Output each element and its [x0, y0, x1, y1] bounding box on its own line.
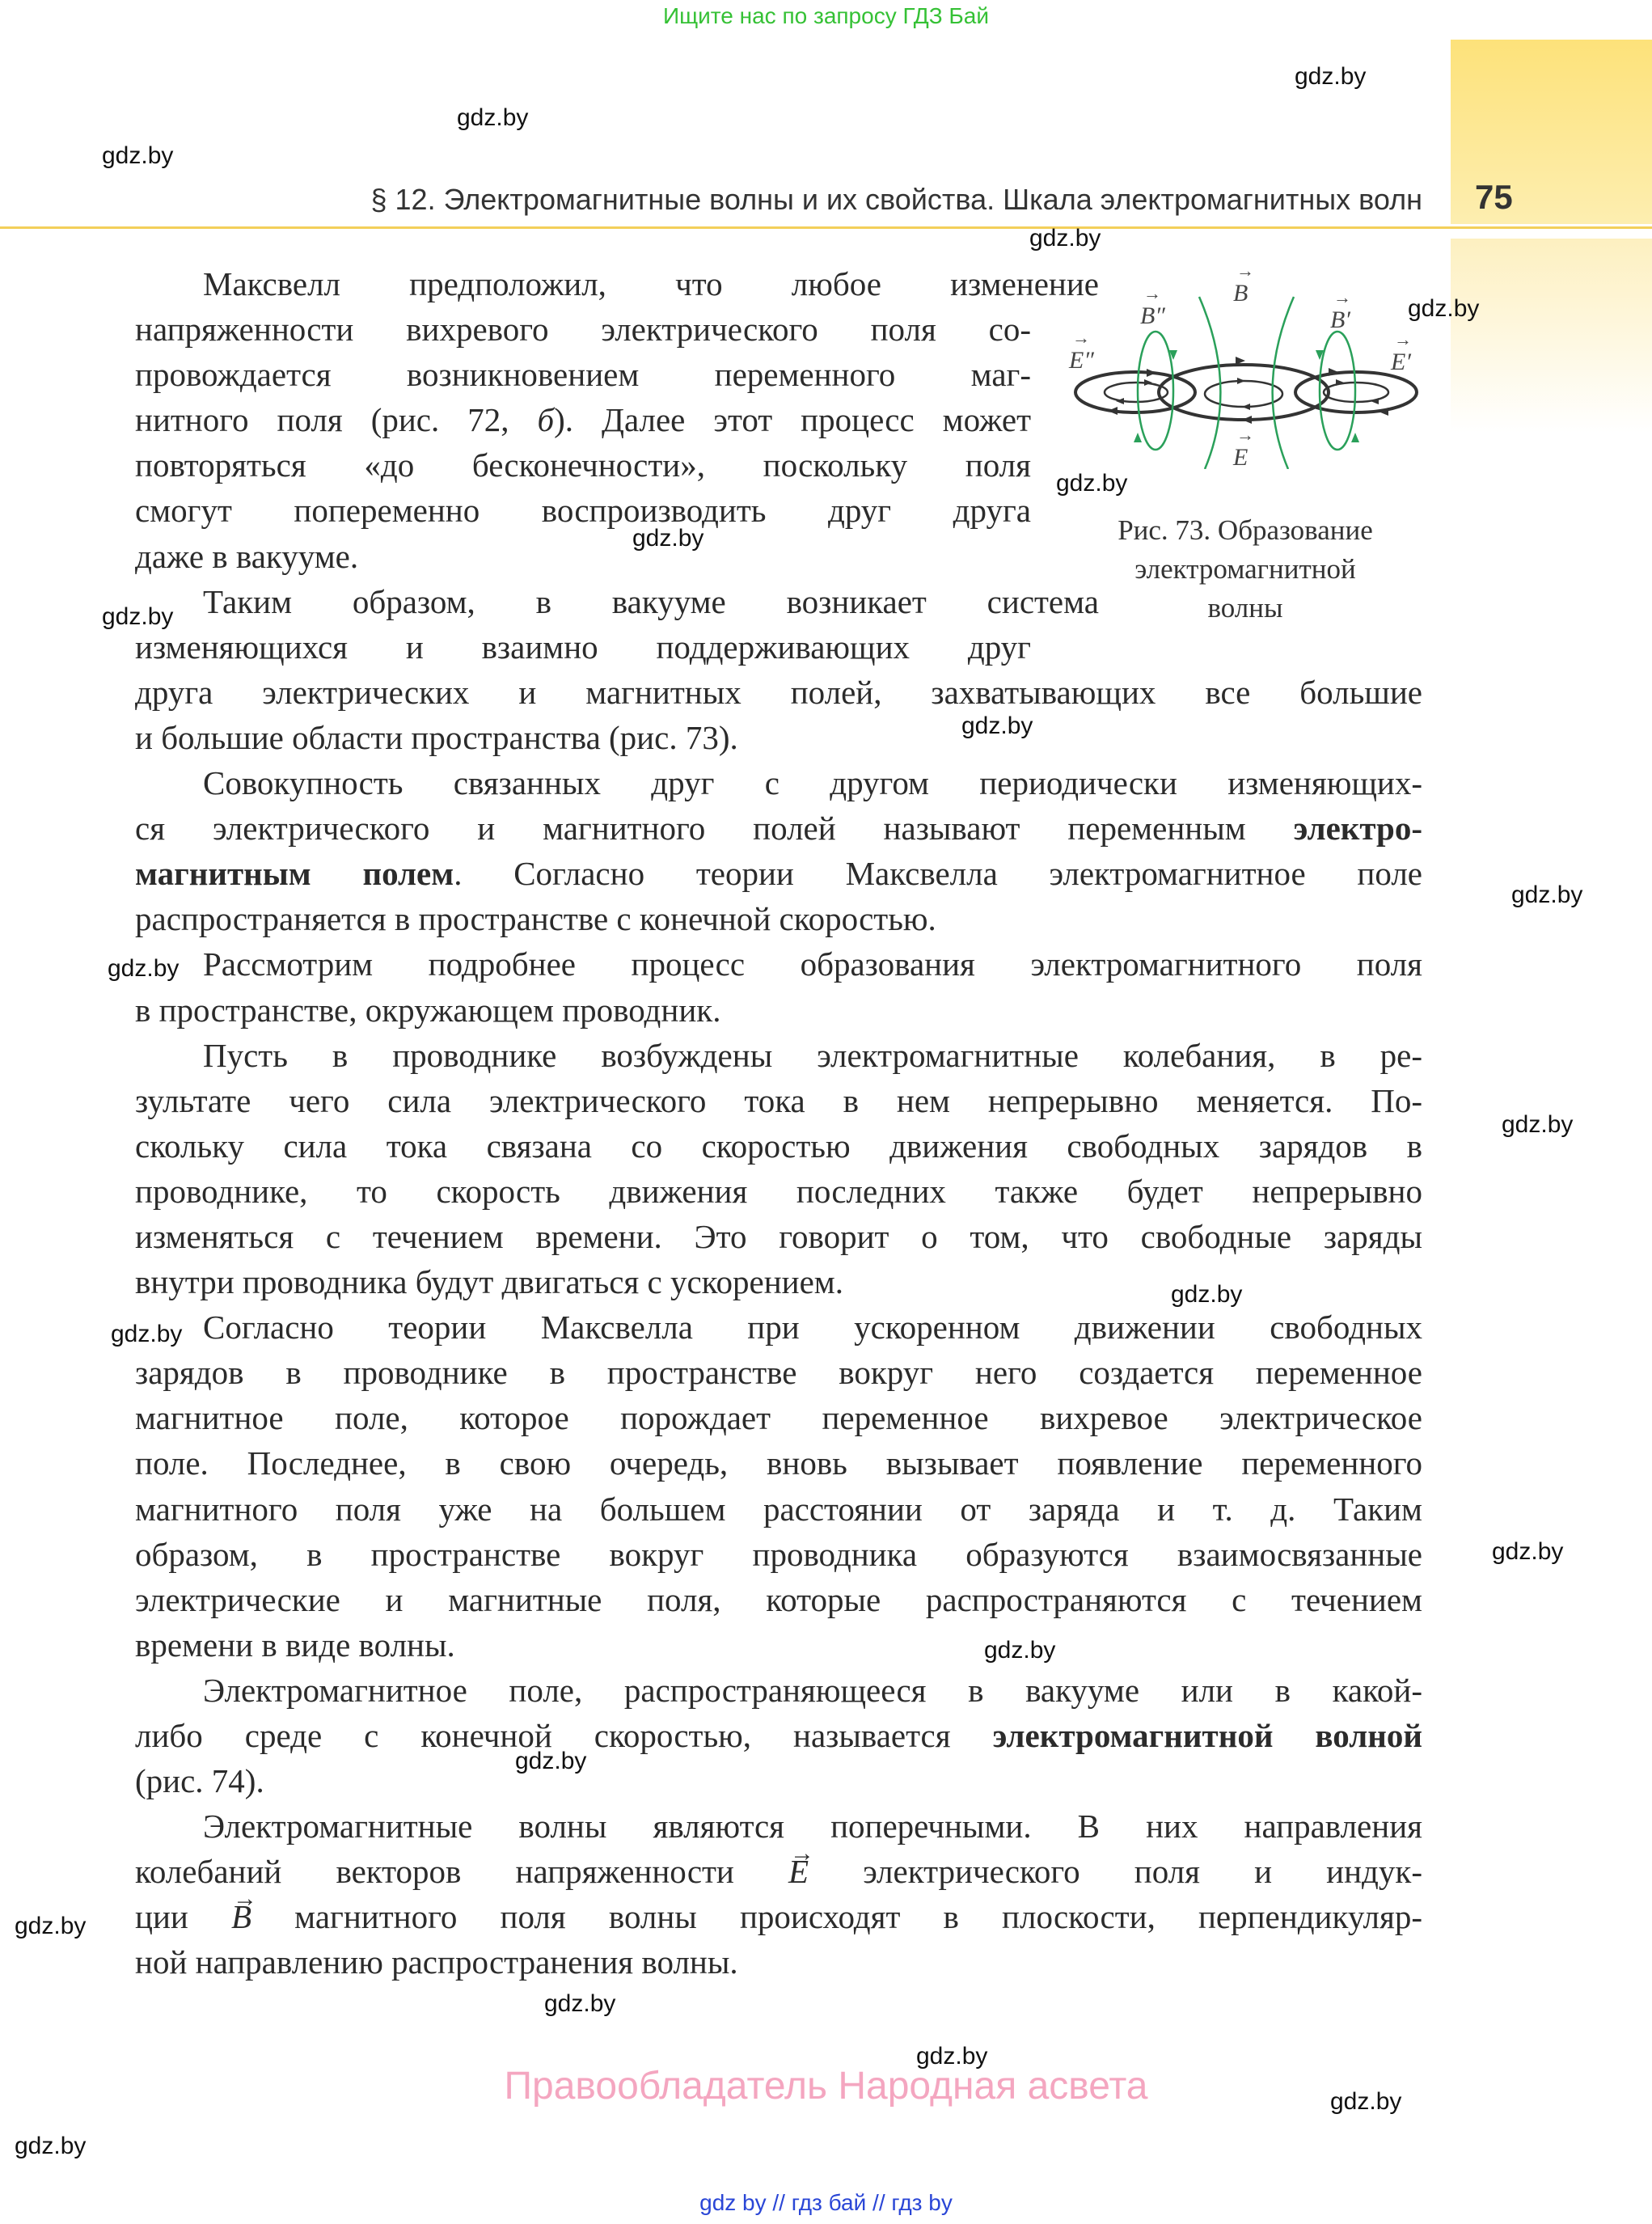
watermark: gdz.by: [102, 142, 174, 169]
text-line: Максвелл предположил, что любое изменение: [203, 265, 1099, 302]
figure-caption: [1059, 511, 1431, 628]
watermark: gdz.by: [457, 104, 529, 131]
text-line: Совокупность связанных друг с другом периодически изменяющих-: [203, 764, 1422, 802]
label-e-double-prime: E″: [1069, 347, 1094, 374]
text-line: [135, 851, 1422, 896]
section-title: § 12. Электромагнитные волны и их свойства. Шкала электромагнитных волн: [370, 183, 1422, 216]
text-line: проводнике, то скорость движения последних также будет непрерывно: [135, 1172, 1422, 1210]
text-line: Электромагнитное поле, распространяющееся в вакууме или в какой-: [203, 1671, 1422, 1709]
text-segment: либо среде с конечной скоростью, называется: [135, 1717, 993, 1754]
text-line: напряженности вихревого электрического поля со-: [135, 311, 1031, 349]
text-segment: колебаний векторов напряженности: [135, 1853, 789, 1891]
caption-line: Рис. 73. Образование: [1118, 514, 1373, 546]
text-segment: ся электрического и магнитного полей называют переменным: [135, 810, 1294, 848]
svg-text:→: →: [1333, 287, 1351, 307]
watermark: gdz.by: [111, 1321, 183, 1347]
text-segment: ). Далее этот процесс может: [554, 401, 1031, 439]
text-line: и большие области пространства (рис. 73).: [135, 718, 738, 756]
label-e: E: [1233, 444, 1249, 469]
text-line: магнитного поля уже на большем расстоянии от заряда и т. д. Таким: [135, 1490, 1422, 1528]
watermark: gdz.by: [1056, 470, 1128, 497]
svg-text:→: →: [1394, 329, 1412, 349]
text-segment: магнитного поля волны происходят в плоскости, перпендикуляр-: [251, 1898, 1422, 1936]
caption-line: электромагнитной: [1134, 553, 1356, 585]
watermark: gdz.by: [1492, 1538, 1564, 1565]
text-line: смогут попеременно воспроизводить друг друга: [135, 492, 1031, 530]
text-line: в пространстве, окружающем проводник.: [135, 991, 721, 1029]
text-line: зарядов в проводнике в пространстве вокруг него создается переменное: [135, 1354, 1422, 1392]
watermark: gdz.by: [1295, 63, 1367, 90]
text-segment: ции: [135, 1898, 231, 1936]
watermark: gdz.by: [1502, 1111, 1574, 1138]
text-line: зультате чего сила электрического тока в нем непрерывно меняется. По-: [135, 1081, 1422, 1119]
watermark: gdz.by: [1330, 2088, 1402, 2115]
text-line: [135, 397, 1031, 442]
text-segment: электрического поля и индук-: [809, 1853, 1422, 1891]
text-line: изменяющихся и взаимно поддерживающих друг: [135, 628, 1031, 666]
caption-line: волны: [1207, 592, 1283, 624]
bold-term: электромагнитной волной: [992, 1717, 1422, 1754]
svg-text:→: →: [1236, 425, 1254, 445]
watermark: gdz.by: [15, 1913, 87, 1939]
watermark: gdz.by: [632, 525, 704, 552]
page-corner-fade: [1451, 239, 1652, 433]
right-magnetic-arc: [1273, 297, 1294, 469]
text-line: внутри проводника будут двигаться с ускорением.: [135, 1263, 843, 1301]
svg-text:→: →: [1236, 260, 1254, 281]
center-inner-loop: [1205, 381, 1282, 407]
watermark: gdz.by: [544, 1990, 616, 2017]
watermark: gdz.by: [961, 712, 1033, 739]
text-line: даже в вакууме.: [135, 537, 359, 575]
vector-symbol: E →: [788, 1849, 809, 1894]
text-line: Электромагнитные волны являются поперечными. В них направления: [203, 1808, 1422, 1846]
left-magnetic-arc: [1199, 297, 1220, 469]
text-line: [135, 805, 1422, 851]
watermark: gdz.by: [984, 1637, 1056, 1664]
text-line: магнитное поле, которое порождает переменное вихревое электрическое: [135, 1399, 1422, 1437]
text-line: поле. Последнее, в свою очередь, вновь вызывает появление переменного: [135, 1444, 1422, 1482]
text-line: провождается возникновением переменного маг-: [135, 356, 1031, 394]
bottom-links[interactable]: gdz by // гдз бай // гдз by: [699, 2190, 953, 2215]
bold-term: электро-: [1293, 810, 1422, 848]
text-line: друга электрических и магнитных полей, захватывающих все большие: [135, 673, 1422, 711]
svg-text:→: →: [1072, 328, 1090, 348]
watermark: gdz.by: [108, 955, 180, 982]
vector-symbol: B →: [231, 1894, 251, 1939]
label-b-prime: B′: [1330, 307, 1350, 333]
watermark: gdz.by: [916, 2043, 988, 2070]
text-line: [135, 1849, 1422, 1894]
center-outer-loop: [1159, 365, 1329, 420]
text-line: [135, 1713, 1422, 1758]
watermark: gdz.by: [1171, 1281, 1243, 1308]
watermark: gdz.by: [15, 2133, 87, 2159]
watermark: gdz.by: [1511, 882, 1583, 908]
watermark: gdz.by: [515, 1748, 587, 1774]
italic-text: б: [537, 401, 555, 439]
text-line: ной направлению распространения волны.: [135, 1943, 738, 1981]
text-line: Согласно теории Максвелла при ускоренном движении свободных: [203, 1309, 1422, 1347]
text-line: (рис. 74).: [135, 1762, 264, 1800]
text-line: времени в виде волны.: [135, 1626, 455, 1664]
label-b-double-prime: B″: [1140, 302, 1165, 329]
text-line: Рассмотрим подробнее процесс образования электромагнитного поля: [203, 945, 1422, 983]
left-outer-loop: [1075, 372, 1195, 412]
top-search-banner[interactable]: Ищите нас по запросу ГДЗ Бай: [662, 3, 990, 28]
text-line: распространяется в пространстве с конечной скоростью.: [135, 900, 936, 938]
svg-text:→: →: [1143, 283, 1161, 303]
text-line: изменяться с течением времени. Это говорит о том, что свободные заряды: [135, 1217, 1422, 1255]
label-b: B: [1233, 280, 1249, 307]
label-e-prime: E′: [1391, 349, 1411, 375]
rights-holder-notice: Правообладатель Народная асвета: [504, 2065, 1148, 2108]
watermark: gdz.by: [1408, 295, 1480, 322]
text-segment: нитного поля (рис. 72,: [135, 401, 538, 439]
page-number: 75: [1475, 178, 1513, 216]
electric-field-loops: [1075, 365, 1417, 420]
text-line: Пусть в проводнике возбуждены электромагнитные колебания, в ре-: [203, 1036, 1422, 1074]
text-line: скольку сила тока связана со скоростью движения свободных зарядов в: [135, 1127, 1422, 1165]
text-line: повторяться «до бесконечности», поскольку поля: [135, 446, 1031, 484]
text-line: [135, 1894, 1422, 1939]
watermark: gdz.by: [102, 603, 174, 630]
figure-em-wave-diagram: [1051, 226, 1456, 469]
bold-term: магнитным полем: [135, 855, 454, 893]
text-line: электрические и магнитные поля, которые распространяются с течением: [135, 1580, 1422, 1618]
text-line: образом, в пространстве вокруг проводника образуются взаимосвязанные: [135, 1535, 1422, 1573]
text-segment: . Согласно теории Максвелла электромагнитное поле: [454, 855, 1422, 893]
watermark: gdz.by: [1029, 225, 1101, 252]
text-line: Таким образом, в вакууме возникает система: [203, 582, 1099, 620]
